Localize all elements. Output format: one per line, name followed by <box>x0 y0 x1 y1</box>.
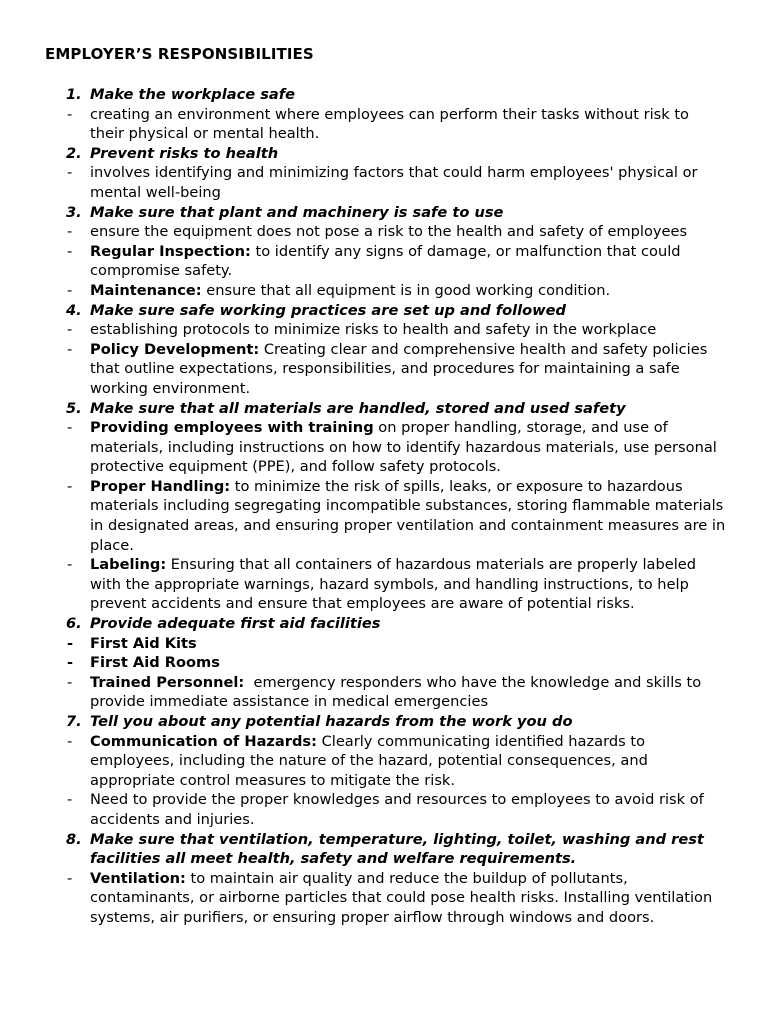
bullet-dash: - <box>67 556 73 574</box>
bullet-text <box>90 653 726 673</box>
section-heading-text: Tell you about any potential hazards from the work you do <box>90 713 573 730</box>
bullet-body: emergency responders who have the knowledge and skills to provide immediate assistance in medical emergencies <box>90 673 706 711</box>
section-heading <box>66 830 726 869</box>
bullet-dash: - <box>67 477 73 495</box>
bullet-item <box>66 163 726 202</box>
section-heading-text: Prevent risks to health <box>90 144 279 162</box>
bullet-body: creating an environment where employees can perform their tasks without risk to their physical or mental health. <box>90 105 694 143</box>
bullet-text <box>90 477 730 555</box>
bullet-body: Creating clear and comprehensive health and safety policies that outline expectations, responsibilities, and procedures for maintaining a safe working environment. <box>90 340 712 397</box>
section-heading-text: Make sure that ventilation, temperature, lighting, toilet, washing and rest facilities all meet health, safety and welfare requirements. <box>90 830 704 868</box>
section-number: 4. <box>66 301 82 319</box>
bullet-dash: - <box>67 281 73 299</box>
section-number: 7. <box>66 713 82 730</box>
section-heading-text: Make sure safe working practices are set up and followed <box>90 301 566 319</box>
bullet-text <box>90 555 726 614</box>
section-heading-text: Provide adequate first aid facilities <box>90 615 381 633</box>
bullet-dash: - <box>67 732 73 750</box>
section-heading <box>66 144 726 164</box>
bullet-dash: - <box>67 791 73 809</box>
section-number: 1. <box>66 86 82 103</box>
bullet-dash: - <box>67 869 73 887</box>
bullet-dash: - <box>67 164 73 182</box>
section-number: 5. <box>66 399 82 417</box>
bullet-dash: - <box>67 419 73 437</box>
section-heading <box>66 712 726 732</box>
section-heading <box>66 203 726 223</box>
responsibilities-list <box>66 85 730 928</box>
bullet-dash: - <box>67 223 73 241</box>
bullet-bold-lead: Trained Personnel: <box>90 673 245 691</box>
bullet-item <box>66 105 726 144</box>
bullet-item <box>66 790 726 829</box>
bullet-item <box>66 555 726 614</box>
bullet-item <box>66 869 726 928</box>
bullet-dash: - <box>67 242 73 260</box>
bullet-bold-lead: Ventilation: <box>90 869 186 887</box>
section-number: 3. <box>66 203 82 221</box>
bullet-text <box>90 340 726 399</box>
section-number: 6. <box>66 615 82 633</box>
section-heading <box>66 614 726 634</box>
bullet-bold-lead: First Aid Rooms <box>90 654 220 672</box>
bullet-bold-lead: Policy Development: <box>90 340 260 358</box>
bullet-item <box>66 281 726 301</box>
bullet-body: involves identifying and minimizing factors that could harm employees' physical or mental well-being <box>90 164 703 201</box>
section-heading <box>66 85 726 105</box>
bullet-bold-lead: Labeling: <box>90 556 167 574</box>
bullet-body: on proper handling, storage, and use of materials, including instructions on how to identify hazardous materials, use personal protective equipment (PPE), and follow safety protocols. <box>90 419 722 476</box>
bullet-text <box>90 105 726 144</box>
bullet-dash: - <box>67 634 74 652</box>
bullet-text <box>90 418 726 477</box>
bullet-bold-lead: Maintenance: <box>90 281 202 299</box>
bullet-bold-lead: Regular Inspection: <box>90 242 251 260</box>
bullet-text <box>90 242 726 281</box>
bullet-body: ensure that all equipment is in good working condition. <box>201 281 611 299</box>
section-heading-text: Make the workplace safe <box>90 86 295 103</box>
bullet-body: to identify any signs of damage, or malfunction that could compromise safety. <box>90 242 686 280</box>
bullet-dash: - <box>67 340 73 358</box>
bullet-dash: - <box>67 321 73 339</box>
bullet-item <box>66 673 726 712</box>
bullet-dash: - <box>67 654 74 672</box>
section-number: 8. <box>66 830 82 848</box>
bullet-body: ensure the equipment does not pose a risk to the health and safety of employees <box>90 223 688 241</box>
bullet-item <box>66 320 726 340</box>
bullet-item <box>66 732 726 791</box>
bullet-text <box>90 673 726 712</box>
bullet-text <box>90 790 726 829</box>
bullet-dash: - <box>67 105 73 123</box>
bullet-text <box>90 222 726 242</box>
bullet-bold-lead: Proper Handling: <box>90 477 231 495</box>
bullet-bold-lead: First Aid Kits <box>90 634 197 652</box>
bullet-text <box>90 281 726 301</box>
bullet-item <box>66 418 726 477</box>
section-heading-text: Make sure that plant and machinery is safe to use <box>90 203 504 221</box>
bullet-body: Clearly communicating identified hazards to employees, including the nature of the hazard, potential consequences, and appropriate control measures to mitigate the risk. <box>90 732 653 789</box>
bullet-body: to minimize the risk of spills, leaks, or exposure to hazardous materials including segregating incompatible substances, storing flammable materials in designated areas, and ensuring proper ventilation and containment measures are in place. <box>90 477 730 554</box>
bullet-item <box>66 634 726 654</box>
bullet-bold-lead: Providing employees with training <box>90 419 374 437</box>
section-heading <box>66 301 726 321</box>
bullet-text <box>90 732 726 791</box>
bullet-dash: - <box>67 673 73 691</box>
bullet-text <box>90 634 726 654</box>
bullet-body: to maintain air quality and reduce the buildup of pollutants, contaminants, or airborne particles that could pose health risks. Installing ventilation systems, air purifiers, or ensuring proper airflow through windows and doors. <box>90 869 717 926</box>
bullet-bold-lead: Communication of Hazards: <box>90 732 317 750</box>
bullet-body: Ensuring that all containers of hazardous materials are properly labeled with the appropriate warnings, hazard symbols, and handling instructions, to help prevent accidents and ensure that employees are aware of potential risks. <box>90 556 701 613</box>
section-number: 2. <box>66 144 82 162</box>
bullet-item <box>66 222 726 242</box>
bullet-item <box>66 242 726 281</box>
bullet-body: establishing protocols to minimize risks to health and safety in the workplace <box>90 321 657 339</box>
document-title: EMPLOYER’S RESPONSIBILITIES <box>45 45 314 63</box>
bullet-item <box>66 340 726 399</box>
bullet-item <box>66 477 730 555</box>
bullet-text <box>90 163 726 202</box>
bullet-text <box>90 869 726 928</box>
section-heading <box>66 399 726 419</box>
bullet-body: Need to provide the proper knowledges and resources to employees to avoid risk of accidents and injuries. <box>90 791 709 828</box>
section-heading-text: Make sure that all materials are handled, stored and used safety <box>90 399 626 417</box>
bullet-text <box>90 320 726 340</box>
bullet-item <box>66 653 726 673</box>
